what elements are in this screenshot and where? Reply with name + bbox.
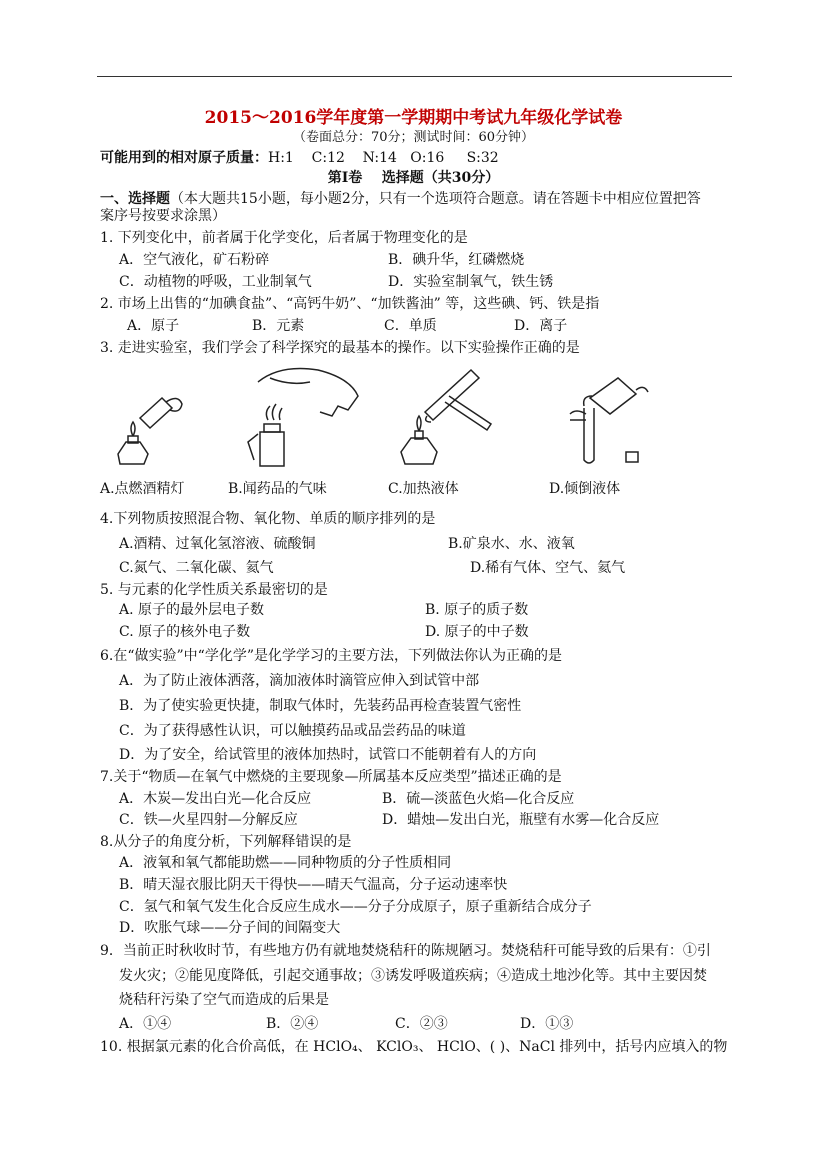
q8-option-b: B．晴天湿衣服比阴天干得快——晴天气温高，分子运动速率快 [119,877,508,893]
q4-option-b: B.矿泉水、水、液氧 [448,536,575,552]
section-intro-1 [100,190,701,208]
q7-option-d: D．蜡烛—发出白光，瓶壁有水雾—化合反应 [382,812,660,828]
q10-stem: 10. 根据氯元素的化合价高低，在 HClO₄、 KClO₃、 HClO、( )、NaCl 排列中，括号内应填入的物 [100,1039,728,1055]
q9-option-b: B．②④ [266,1016,319,1032]
section-heading: 第Ⅰ卷 选择题（共30分） [327,170,500,186]
atomic-mass-values: H:1 C:12 N:14 O:16 S:32 [268,150,499,166]
q2-option-a: A．原子 [127,318,180,334]
q2-option-b: B．元素 [252,318,305,334]
q3-option-d: D.倾倒液体 [549,481,621,497]
q5-option-b: B. 原子的质子数 [425,602,529,618]
atomic-mass-label: 可能用到的相对原子质量： [100,150,268,166]
q5-option-c: C. 原子的核外电子数 [119,624,251,640]
top-rule [97,76,732,77]
q9-option-a: A．①④ [119,1016,172,1032]
q8-option-c: C．氢气和氧气发生化合反应生成水——分子分成原子，原子重新结合成分子 [119,899,592,915]
q4-stem: 4.下列物质按照混合物、氧化物、单质的顺序排列的是 [100,511,436,527]
q9-option-d: D．①③ [520,1016,574,1032]
q6-option-a: A．为了防止液体洒落，滴加液体时滴管应伸入到试管中部 [119,673,480,689]
q3-option-a: A.点燃酒精灯 [100,481,185,497]
q1-option-d: D．实验室制氧气，铁生锈 [388,274,554,290]
q6-option-c: C．为了获得感性认识，可以触摸药品或品尝药品的味道 [119,723,466,739]
q6-option-d: D．为了安全，给试管里的液体加热时，试管口不能朝着有人的方向 [119,747,537,763]
q9-option-c: C．②③ [395,1016,448,1032]
q9-line-2: 发火灾；②能见度降低，引起交通事故；③诱发呼吸道疾病；④造成土地沙化等。其中主要因焚 [119,968,707,984]
section-intro-text: （本大题共15小题，每小题2分，只有一个选项符合题意。请在答题卡中相应位置把答 [170,191,701,207]
q9-line-3: 烧秸秆污染了空气而造成的后果是 [119,992,329,1008]
q3-option-c: C.加热液体 [388,481,459,497]
exam-title: 2015～2016学年度第一学期期中考试九年级化学试卷 [204,108,623,128]
q2-option-d: D．离子 [514,318,568,334]
q6-option-b: B．为了使实验更快捷，制取气体时，先装药品再检查装置气密性 [119,698,522,714]
q8-option-a: A．液氧和氧气都能助燃——同种物质的分子性质相同 [119,855,452,871]
q7-option-b: B．硫—淡蓝色火焰—化合反应 [382,791,575,807]
atomic-mass-line [100,149,499,167]
q1-option-b: B．碘升华，红磷燃烧 [388,252,525,268]
exam-subtitle: （卷面总分：70分；测试时间：60分钟） [292,130,535,145]
q7-stem: 7.关于“物质—在氧气中燃烧的主要现象—所属基本反应类型”描述正确的是 [100,769,562,785]
q8-stem: 8.从分子的角度分析，下列解释错误的是 [100,834,352,850]
q3-stem: 3. 走进实验室，我们学会了科学探究的最基本的操作。以下实验操作正确的是 [100,340,580,356]
section-intro-2: 案序号按要求涂黑） [100,208,226,224]
q1-option-c: C．动植物的呼吸，工业制氧气 [119,274,312,290]
q5-option-d: D. 原子的中子数 [425,624,529,640]
q3-option-b: B.闻药品的气味 [228,481,327,497]
q4-option-c: C.氮气、二氧化碳、氦气 [119,560,274,576]
q6-stem: 6.在“做实验”中“学化学”是化学学习的主要方法，下列做法你认为正确的是 [100,648,562,664]
q5-option-a: A. 原子的最外层电子数 [119,602,265,618]
figure-alcohol-lamp-lighting [110,380,190,468]
section-intro-bold: 一、选择题 [100,191,170,207]
q4-option-d: D.稀有气体、空气、氦气 [470,560,626,576]
figure-smelling-chemicals [240,362,370,470]
q5-stem: 5. 与元素的化学性质关系最密切的是 [100,582,328,598]
q2-stem: 2. 市场上出售的“加碘食盐”、“高钙牛奶”、“加铁酱油” 等，这些碘、钙、铁是指 [100,296,600,312]
figure-heating-liquid [395,366,495,468]
q8-option-d: D．吹胀气球——分子间的间隔变大 [119,920,341,936]
q4-option-a: A.酒精、过氧化氢溶液、硫酸铜 [119,536,316,552]
q7-option-a: A．木炭—发出白光—化合反应 [119,791,312,807]
q9-line-1: 9．当前正时秋收时节，有些地方仍有就地焚烧秸秆的陈规陋习。焚烧秸秆可能导致的后果有：①引 [100,943,711,959]
q7-option-c: C．铁—火星四射—分解反应 [119,812,298,828]
q2-option-c: C．单质 [384,318,437,334]
q1-option-a: A．空气液化，矿石粉碎 [119,252,270,268]
figure-pouring-liquid [540,368,650,468]
q1-stem: 1. 下列变化中，前者属于化学变化，后者属于物理变化的是 [100,230,468,246]
